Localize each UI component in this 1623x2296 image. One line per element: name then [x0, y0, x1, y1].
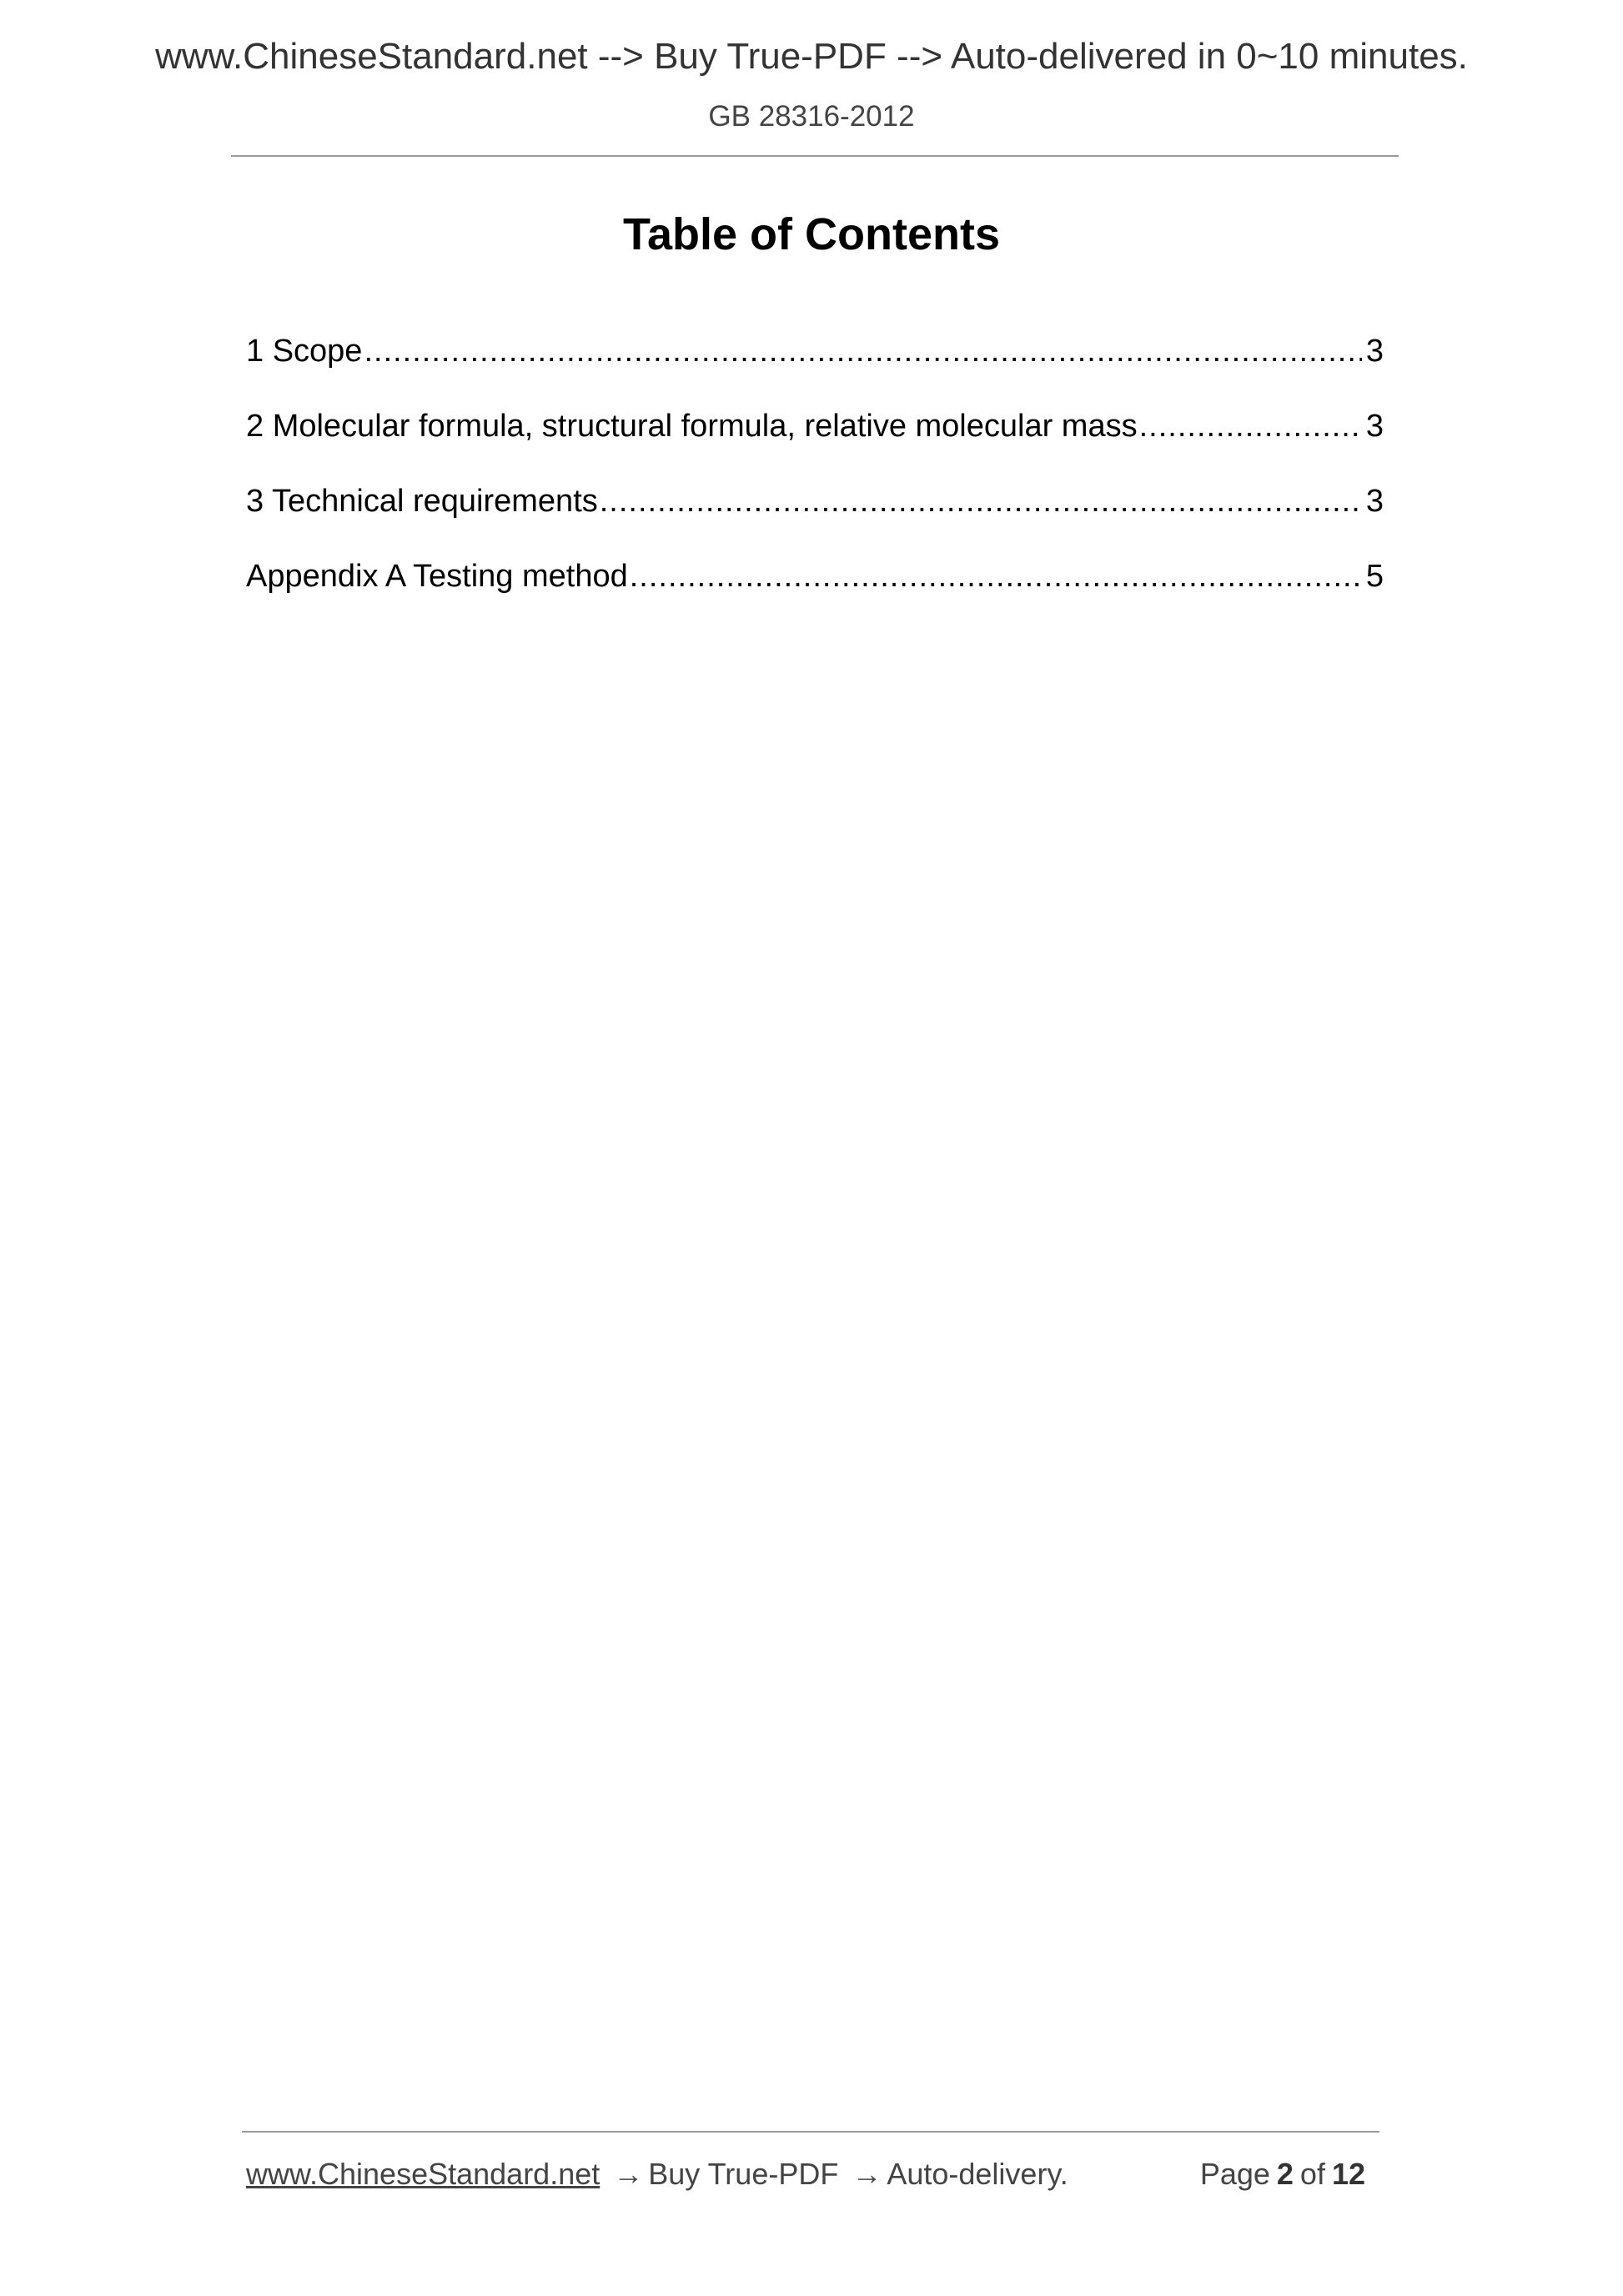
toc-leader-dots — [1139, 405, 1362, 447]
toc-entry-molecular-formula[interactable] — [246, 372, 1384, 447]
toc-entry-scope[interactable] — [246, 297, 1384, 372]
page-current: 2 — [1276, 2157, 1294, 2191]
of-word: of — [1299, 2157, 1325, 2191]
toc-leader-dots — [600, 480, 1362, 522]
page-number — [1200, 2153, 1372, 2195]
footer-buy-text: Buy True-PDF — [648, 2157, 839, 2191]
toc-title: Table of Contents — [623, 209, 1000, 259]
toc-entry-label: 2 Molecular formula, structural formula, relative molecular mass — [246, 409, 1138, 444]
toc-entry-technical-requirements[interactable] — [246, 447, 1384, 522]
header-divider — [231, 155, 1399, 157]
footer-promo — [246, 2153, 1068, 2195]
page-total: 12 — [1331, 2157, 1365, 2191]
toc-entry-page: 5 — [1365, 559, 1384, 594]
toc-entry-label: 3 Technical requirements — [246, 484, 598, 519]
right-arrow-icon: → — [852, 2157, 882, 2191]
footer-divider — [242, 2131, 1379, 2133]
toc-leader-dots — [364, 330, 1362, 372]
toc-list — [246, 297, 1384, 597]
toc-entry-page: 3 — [1365, 334, 1384, 369]
toc-leader-dots — [630, 555, 1362, 597]
site-banner: www.ChineseStandard.net --> Buy True-PDF --> Auto-delivered in 0~10 minutes. — [155, 36, 1468, 77]
footer-site-link[interactable]: www.ChineseStandard.net — [246, 2157, 600, 2191]
toc-entry-page: 3 — [1365, 484, 1384, 519]
toc-entry-page: 3 — [1365, 409, 1384, 444]
document-code: GB 28316-2012 — [708, 100, 915, 133]
footer-delivery-text: Auto-delivery. — [887, 2157, 1068, 2191]
right-arrow-icon: → — [613, 2157, 644, 2191]
toc-entry-appendix-a[interactable] — [246, 522, 1384, 597]
page-word: Page — [1199, 2157, 1270, 2191]
toc-entry-label: 1 Scope — [246, 334, 363, 369]
page-footer — [246, 2153, 1382, 2195]
toc-entry-label: Appendix A Testing method — [246, 559, 628, 594]
